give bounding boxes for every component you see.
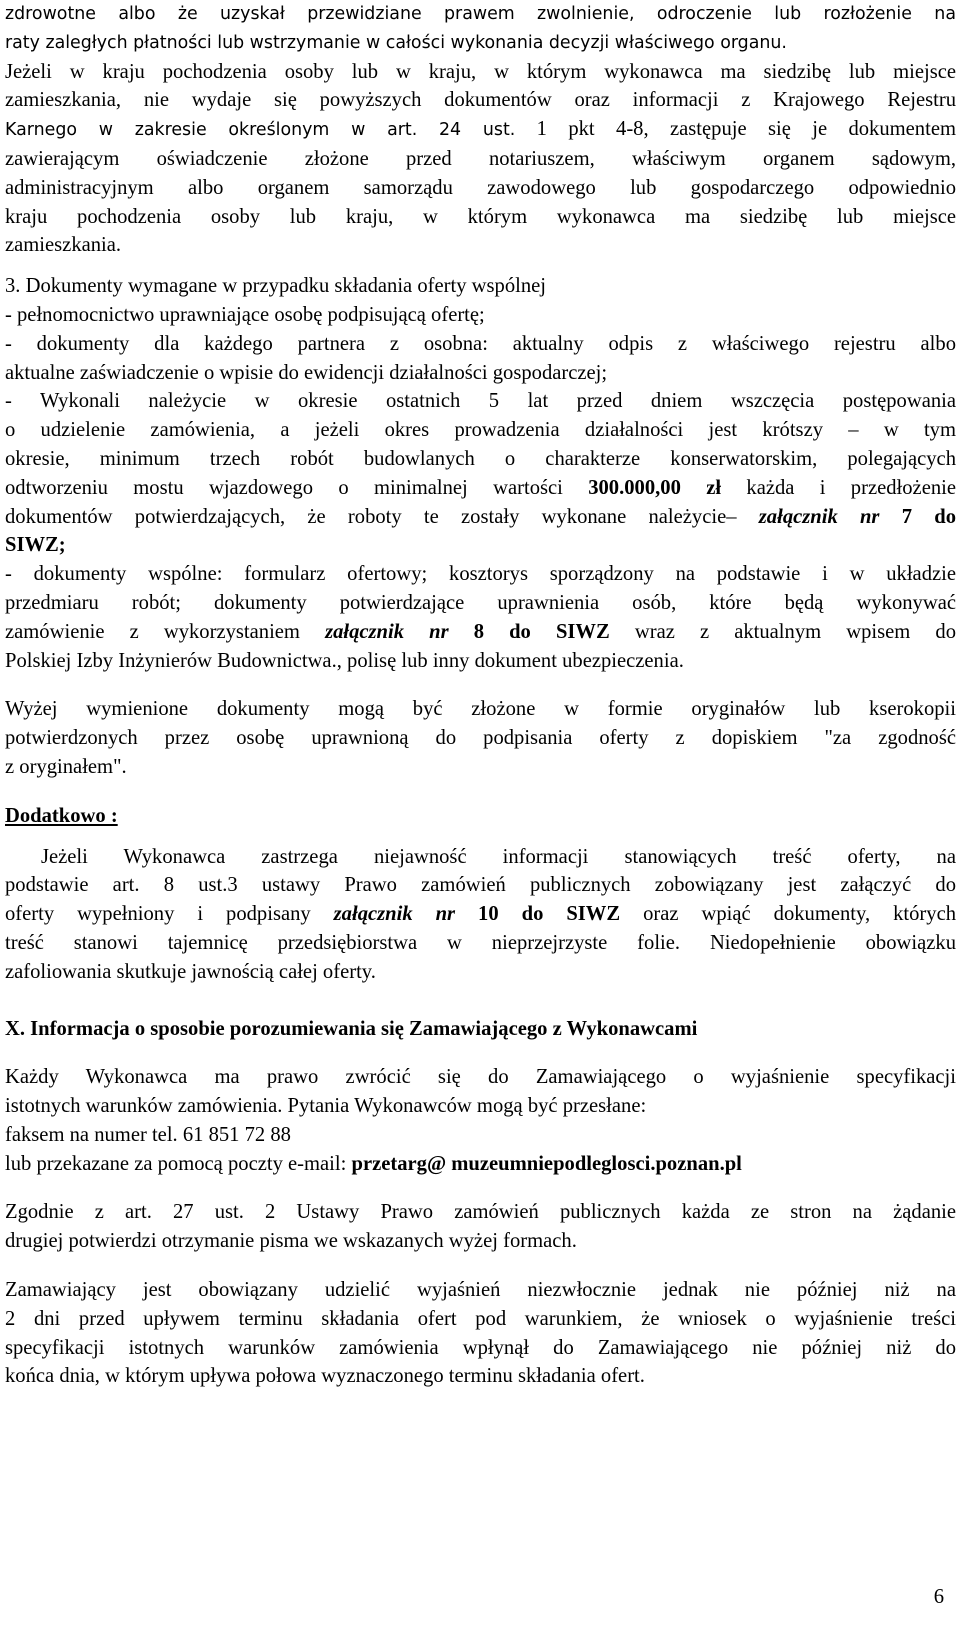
- text-line: Jeżeli Wykonawca zastrzega niejawność informacji stanowiących treść oferty, na: [41, 845, 956, 868]
- text-line: specyfikacji istotnych warunków zamówienia wpłynął do Zamawiającego nie później niż do: [5, 1336, 956, 1359]
- email-address: przetarg@ muzeumniepodleglosci.poznan.pl: [351, 1152, 742, 1175]
- section-communication: [5, 1015, 956, 1179]
- text-line: raty zaległych płatności lub wstrzymanie w całości wykonania decyzji właściwego organu.: [5, 32, 787, 53]
- paragraph-confirmation: [5, 1198, 956, 1256]
- list-item: - Wykonali należycie w okresie ostatnich 5 lat przed dniem wszczęcia postępowania: [5, 390, 956, 413]
- attachment-number: 10 do SIWZ: [455, 903, 621, 926]
- section-joint-offer-documents: [5, 272, 956, 675]
- text-line: zafoliowania skutkuje jawnością całej oferty.: [5, 960, 376, 983]
- text-segment: odtworzeniu mostu wjazdowego o minimalnej wartości: [5, 476, 589, 499]
- attachment-ref: załącznik nr: [333, 903, 456, 926]
- text-line: istotnych warunków zamówienia. Pytania Wykonawców mogą być przesłane:: [5, 1095, 647, 1118]
- text-line: potwierdzonych przez osobę uprawnioną do podpisania oferty z dopiskiem "za zgodność: [5, 727, 956, 750]
- text-line: Polskiej Izby Inżynierów Budownictwa., polisę lub inny dokument ubezpieczenia.: [5, 649, 684, 672]
- text-line: 2 dni przed upływem terminu składania ofert pod warunkiem, że wniosek o wyjaśnienie treści: [5, 1307, 956, 1330]
- text-line: zamieszkania.: [5, 234, 122, 257]
- text-line: końca dnia, w którym upływa połowa wyznaczonego terminu składania ofert.: [5, 1365, 645, 1388]
- text-line: aktualne zaświadczenie o wpisie do ewidencji działalności gospodarczej;: [5, 361, 608, 384]
- list-item: - dokumenty dla każdego partnera z osobna: aktualny odpis z właściwego rejestru albo: [5, 332, 956, 355]
- text-line: [5, 474, 956, 503]
- text-line: [5, 115, 956, 145]
- text-line: Zgodnie z art. 27 ust. 2 Ustawy Prawo zamówień publicznych każda ze stron na żądanie: [5, 1201, 956, 1224]
- attachment-number: 7 do: [879, 505, 956, 528]
- text-line: Zamawiający jest obowiązany udzielić wyjaśnień niezwłocznie jednak nie później niż na: [5, 1279, 956, 1302]
- attachment-ref: załącznik nr: [758, 505, 880, 528]
- paragraph-tax-exemption: [5, 0, 956, 58]
- text-line: SIWZ;: [5, 534, 66, 557]
- text-segment: dokumentów potwierdzających, że roboty te zostały wykonane należycie–: [5, 505, 759, 528]
- attachment-ref: załącznik nr: [325, 620, 449, 643]
- value-amount: 300.000,00 zł: [588, 476, 722, 499]
- section-heading: X. Informacja o sposobie porozumiewania się Zamawiającego z Wykonawcami: [5, 1017, 698, 1040]
- text-segment: lub przekazane za pomocą poczty e-mail:: [5, 1152, 352, 1175]
- section-heading: Dodatkowo :: [5, 804, 118, 827]
- paragraph-certified-copies: [5, 695, 956, 781]
- text-line: Jeżeli w kraju pochodzenia osoby lub w kraju, w którym wykonawca ma siedzibę lub miejsce: [5, 60, 956, 83]
- list-item: - dokumenty wspólne: formularz ofertowy; kosztorys sporządzony na podstawie i w układzie: [5, 563, 956, 586]
- section-additional: [5, 802, 956, 987]
- fax-number-line: faksem na numer tel. 61 851 72 88: [5, 1123, 291, 1146]
- paragraph-explanation-deadline: [5, 1276, 956, 1391]
- attachment-number: 8 do SIWZ: [448, 620, 610, 643]
- text-line: z oryginałem".: [5, 755, 127, 778]
- paragraph-foreign-documents: [5, 58, 956, 261]
- text-line: [5, 618, 956, 647]
- text-line: zamieszkania, nie wydaje się powyższych dokumentów oraz informacji z Krajowego Rejestru: [5, 89, 956, 112]
- text-line: zdrowotne albo że uzyskał przewidziane prawem zwolnienie, odroczenie lub rozłożenie na: [5, 4, 956, 24]
- text-line: Wyżej wymienione dokumenty mogą być złożone w formie oryginałów lub kserokopii: [5, 698, 956, 721]
- text-line: zawierającym oświadczenie złożone przed notariuszem, właściwym organem sądowym,: [5, 147, 956, 170]
- text-line: administracyjnym albo organem samorządu zawodowego lub gospodarczego odpowiednio: [5, 176, 956, 199]
- text-segment: każda i przedłożenie: [721, 476, 956, 499]
- text-line: przedmiaru robót; dokumenty potwierdzające uprawnienia osób, które będą wykonywać: [5, 591, 956, 614]
- text-segment: oferty wypełniony i podpisany: [5, 903, 334, 926]
- text-line: o udzielenie zamówienia, a jeżeli okres prowadzenia działalności jest krótszy – w tym: [5, 419, 956, 442]
- text-line: [5, 900, 956, 929]
- text-line: podstawie art. 8 ust.3 ustawy Prawo zamówień publicznych zobowiązany jest załączyć do: [5, 874, 956, 897]
- text-line: drugiej potwierdzi otrzymanie pisma we wskazanych wyżej formach.: [5, 1230, 577, 1253]
- text-line: kraju pochodzenia osoby lub kraju, w którym wykonawca ma siedzibę lub miejsce: [5, 205, 956, 228]
- text-segment: 1 pkt 4-8, zastępuje się je dokumentem: [515, 118, 956, 141]
- text-segment: oraz wpiąć dokumenty, których: [620, 903, 957, 926]
- text-segment: wraz z aktualnym wpisem do: [609, 620, 957, 643]
- email-line: [5, 1150, 956, 1179]
- text-line: okresie, minimum trzech robót budowlanych o charakterze konserwatorskim, polegających: [5, 447, 956, 470]
- text-segment: Karnego w zakresie określonym w art. 24 ust.: [5, 120, 516, 141]
- text-segment: zamówienie z wykorzystaniem: [5, 620, 326, 643]
- document-page: [5, 0, 956, 1391]
- text-line: [5, 503, 956, 532]
- list-item: - pełnomocnictwo uprawniające osobę podpisującą ofertę;: [5, 303, 485, 326]
- page-number: 6: [933, 1586, 944, 1608]
- text-line: Każdy Wykonawca ma prawo zwrócić się do Zamawiającego o wyjaśnienie specyfikacji: [5, 1066, 956, 1089]
- text-line: treść stanowi tajemnicę przedsiębiorstwa w nieprzejrzyste folie. Niedopełnienie obowiązku: [5, 931, 956, 954]
- section-title: 3. Dokumenty wymagane w przypadku składania oferty wspólnej: [5, 275, 547, 298]
